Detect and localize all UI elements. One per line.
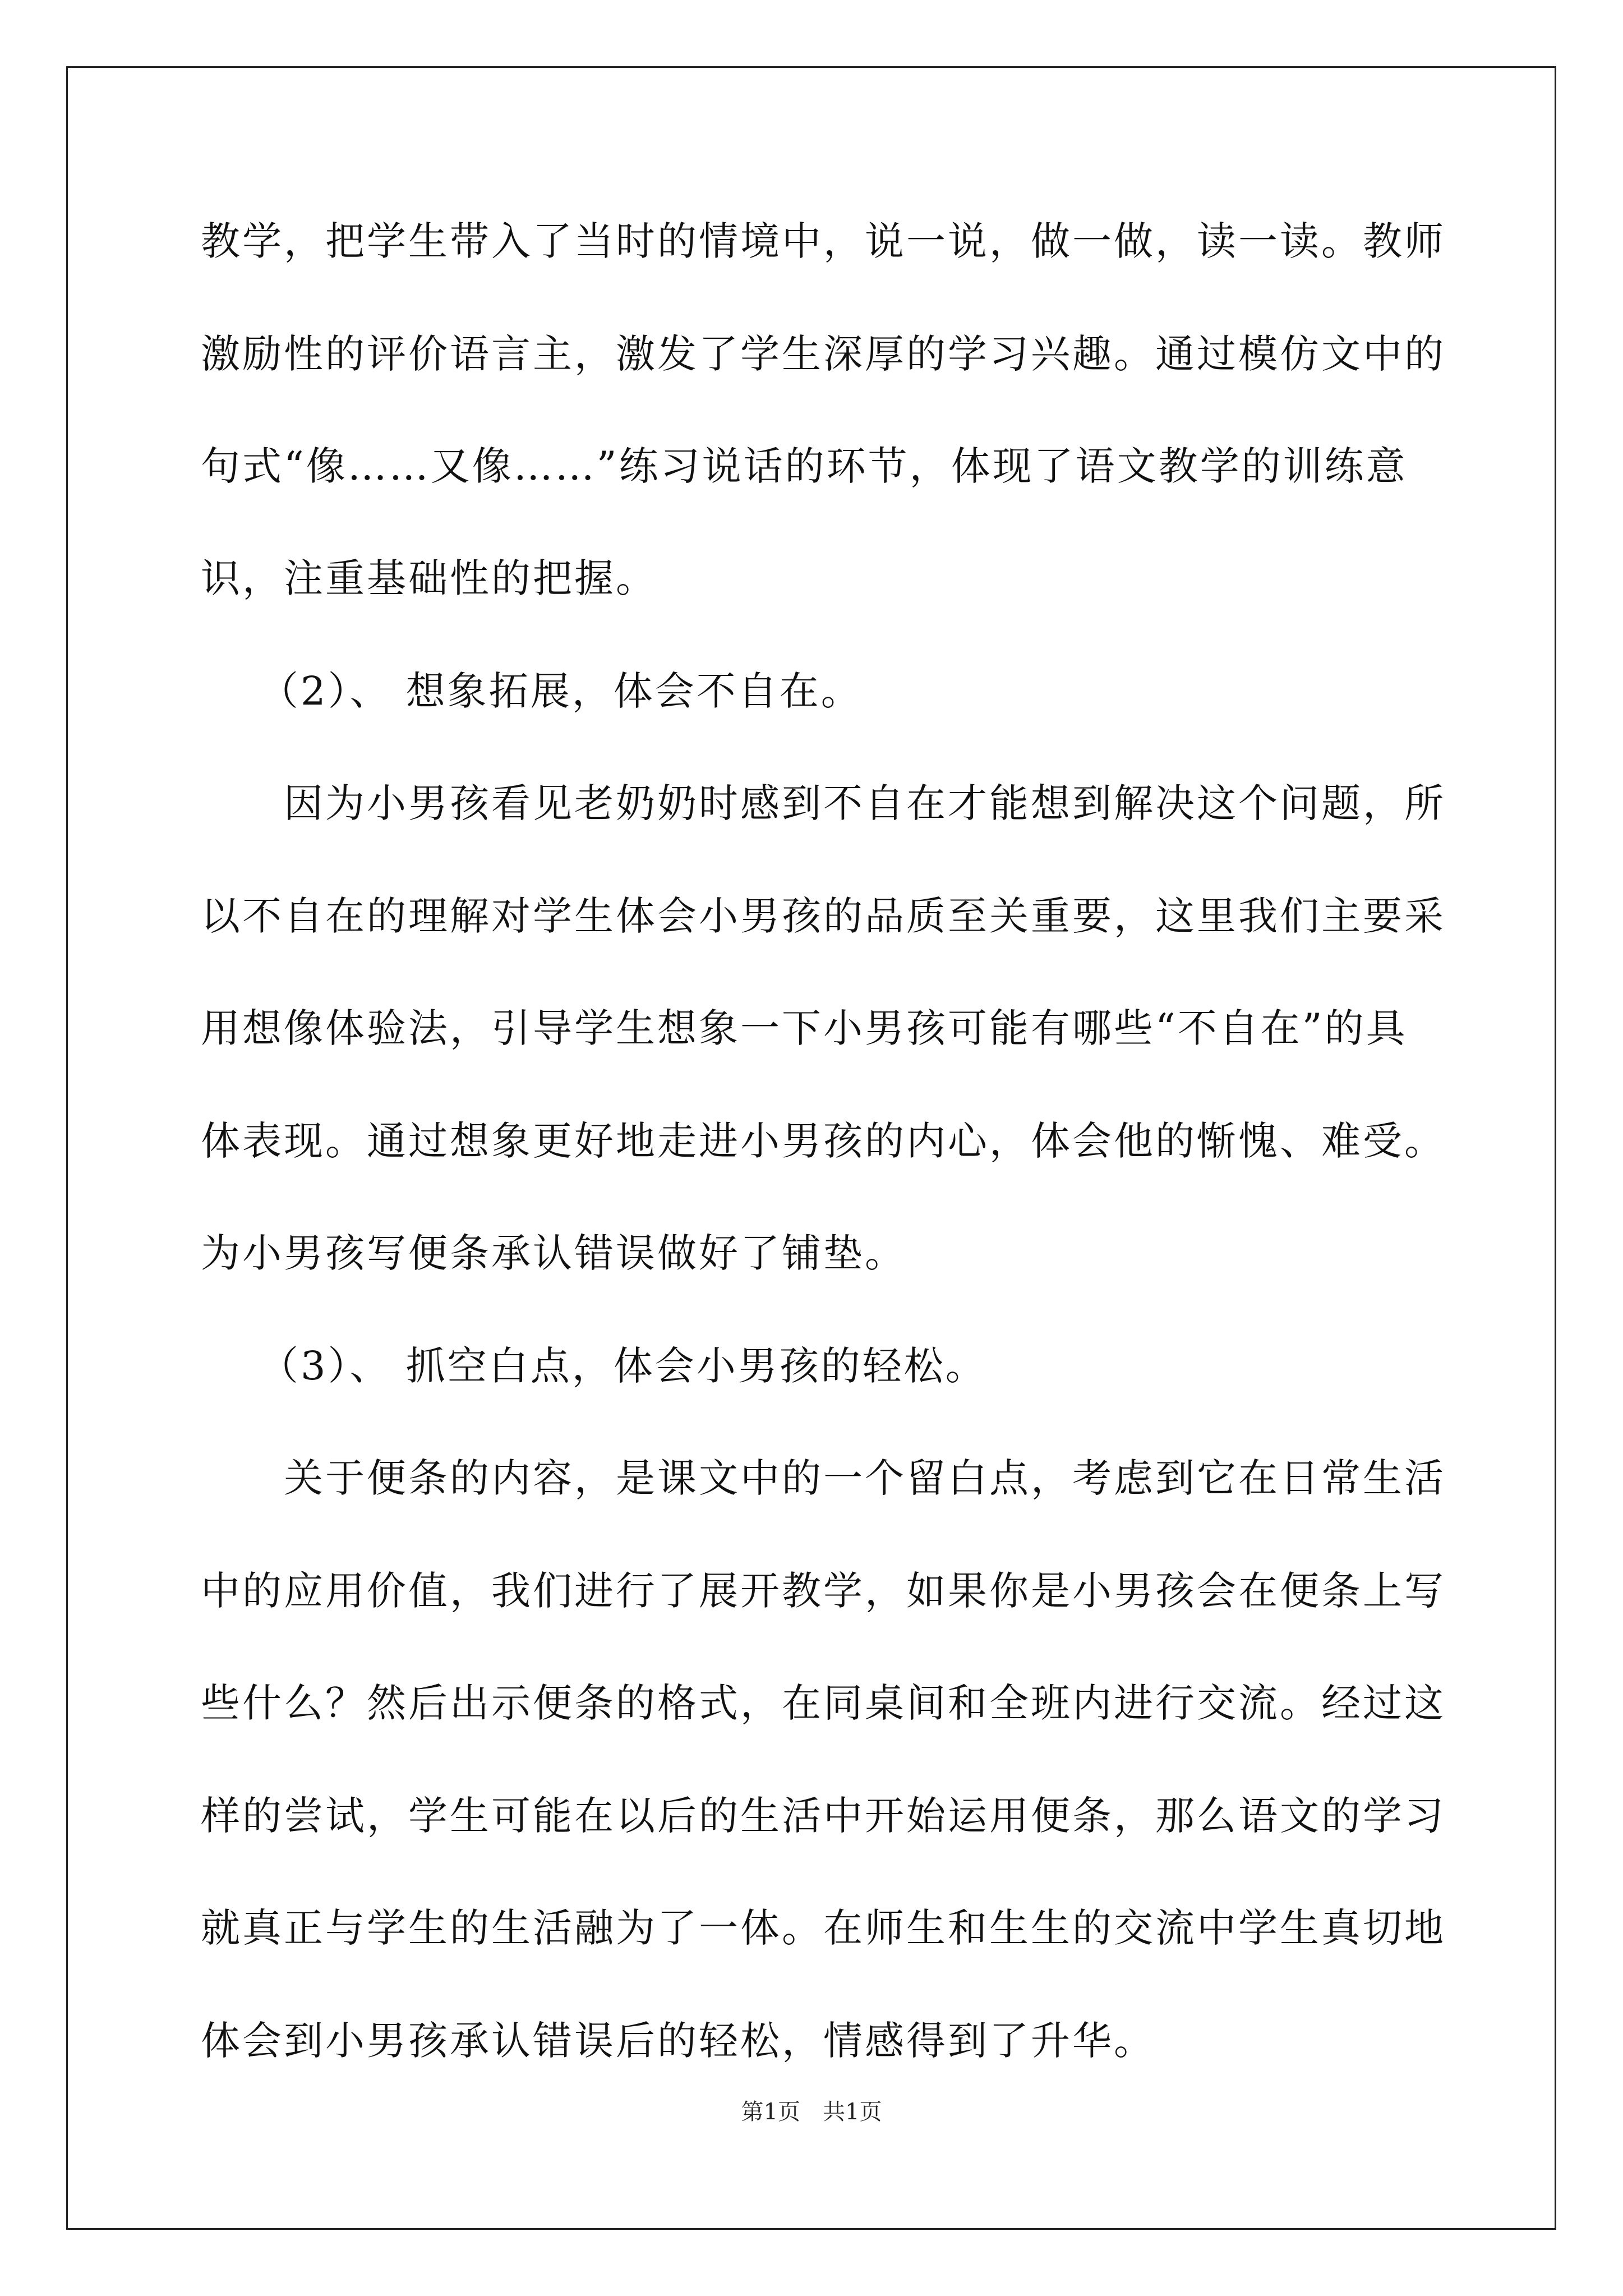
paragraph-line: 体会到小男孩承认错误后的轻松，情感得到了升华。	[201, 2018, 1155, 2064]
paragraph-line: 教学，把学生带入了当时的情境中，说一说，做一做，读一读。教师	[201, 218, 1446, 264]
paragraph-line: 因为小男孩看见老奶奶时感到不自在才能想到解决这个问题，所	[284, 780, 1446, 826]
paragraph-line: 体表现。通过想象更好地走进小男孩的内心，体会他的惭愧、难受。	[201, 1118, 1446, 1164]
paragraph-line: 以不自在的理解对学生体会小男孩的品质至关重要，这里我们主要采	[201, 893, 1446, 939]
section-heading: （2）、 想象拓展，体会不自在。	[259, 668, 863, 714]
paragraph-line: 识，注重基础性的把握。	[201, 555, 657, 601]
paragraph-line: 用想像体验法，引导学生想象一下小男孩可能有哪些“不自在”的具	[201, 1005, 1408, 1051]
paragraph-line: 句式“像……又像……”练习说话的环节，体现了语文教学的训练意	[201, 443, 1408, 489]
paragraph-line: 关于便条的内容，是课文中的一个留白点，考虑到它在日常生活	[284, 1455, 1446, 1501]
paragraph-line: 就真正与学生的生活融为了一体。在师生和生生的交流中学生真切地	[201, 1905, 1446, 1951]
paragraph-line: 中的应用价值，我们进行了展开教学，如果你是小男孩会在便条上写	[201, 1568, 1446, 1614]
section-heading: （3）、 抓空白点，体会小男孩的轻松。	[259, 1343, 987, 1389]
paragraph-line: 激励性的评价语言主，激发了学生深厚的学习兴趣。通过模仿文中的	[201, 331, 1446, 377]
paragraph-line: 样的尝试，学生可能在以后的生活中开始运用便条，那么语文的学习	[201, 1793, 1446, 1839]
paragraph-line: 些什么？然后出示便条的格式，在同桌间和全班内进行交流。经过这	[201, 1680, 1446, 1726]
paragraph-line: 为小男孩写便条承认错误做好了铺垫。	[201, 1230, 906, 1276]
page-number: 第1页 共1页	[741, 2099, 882, 2125]
